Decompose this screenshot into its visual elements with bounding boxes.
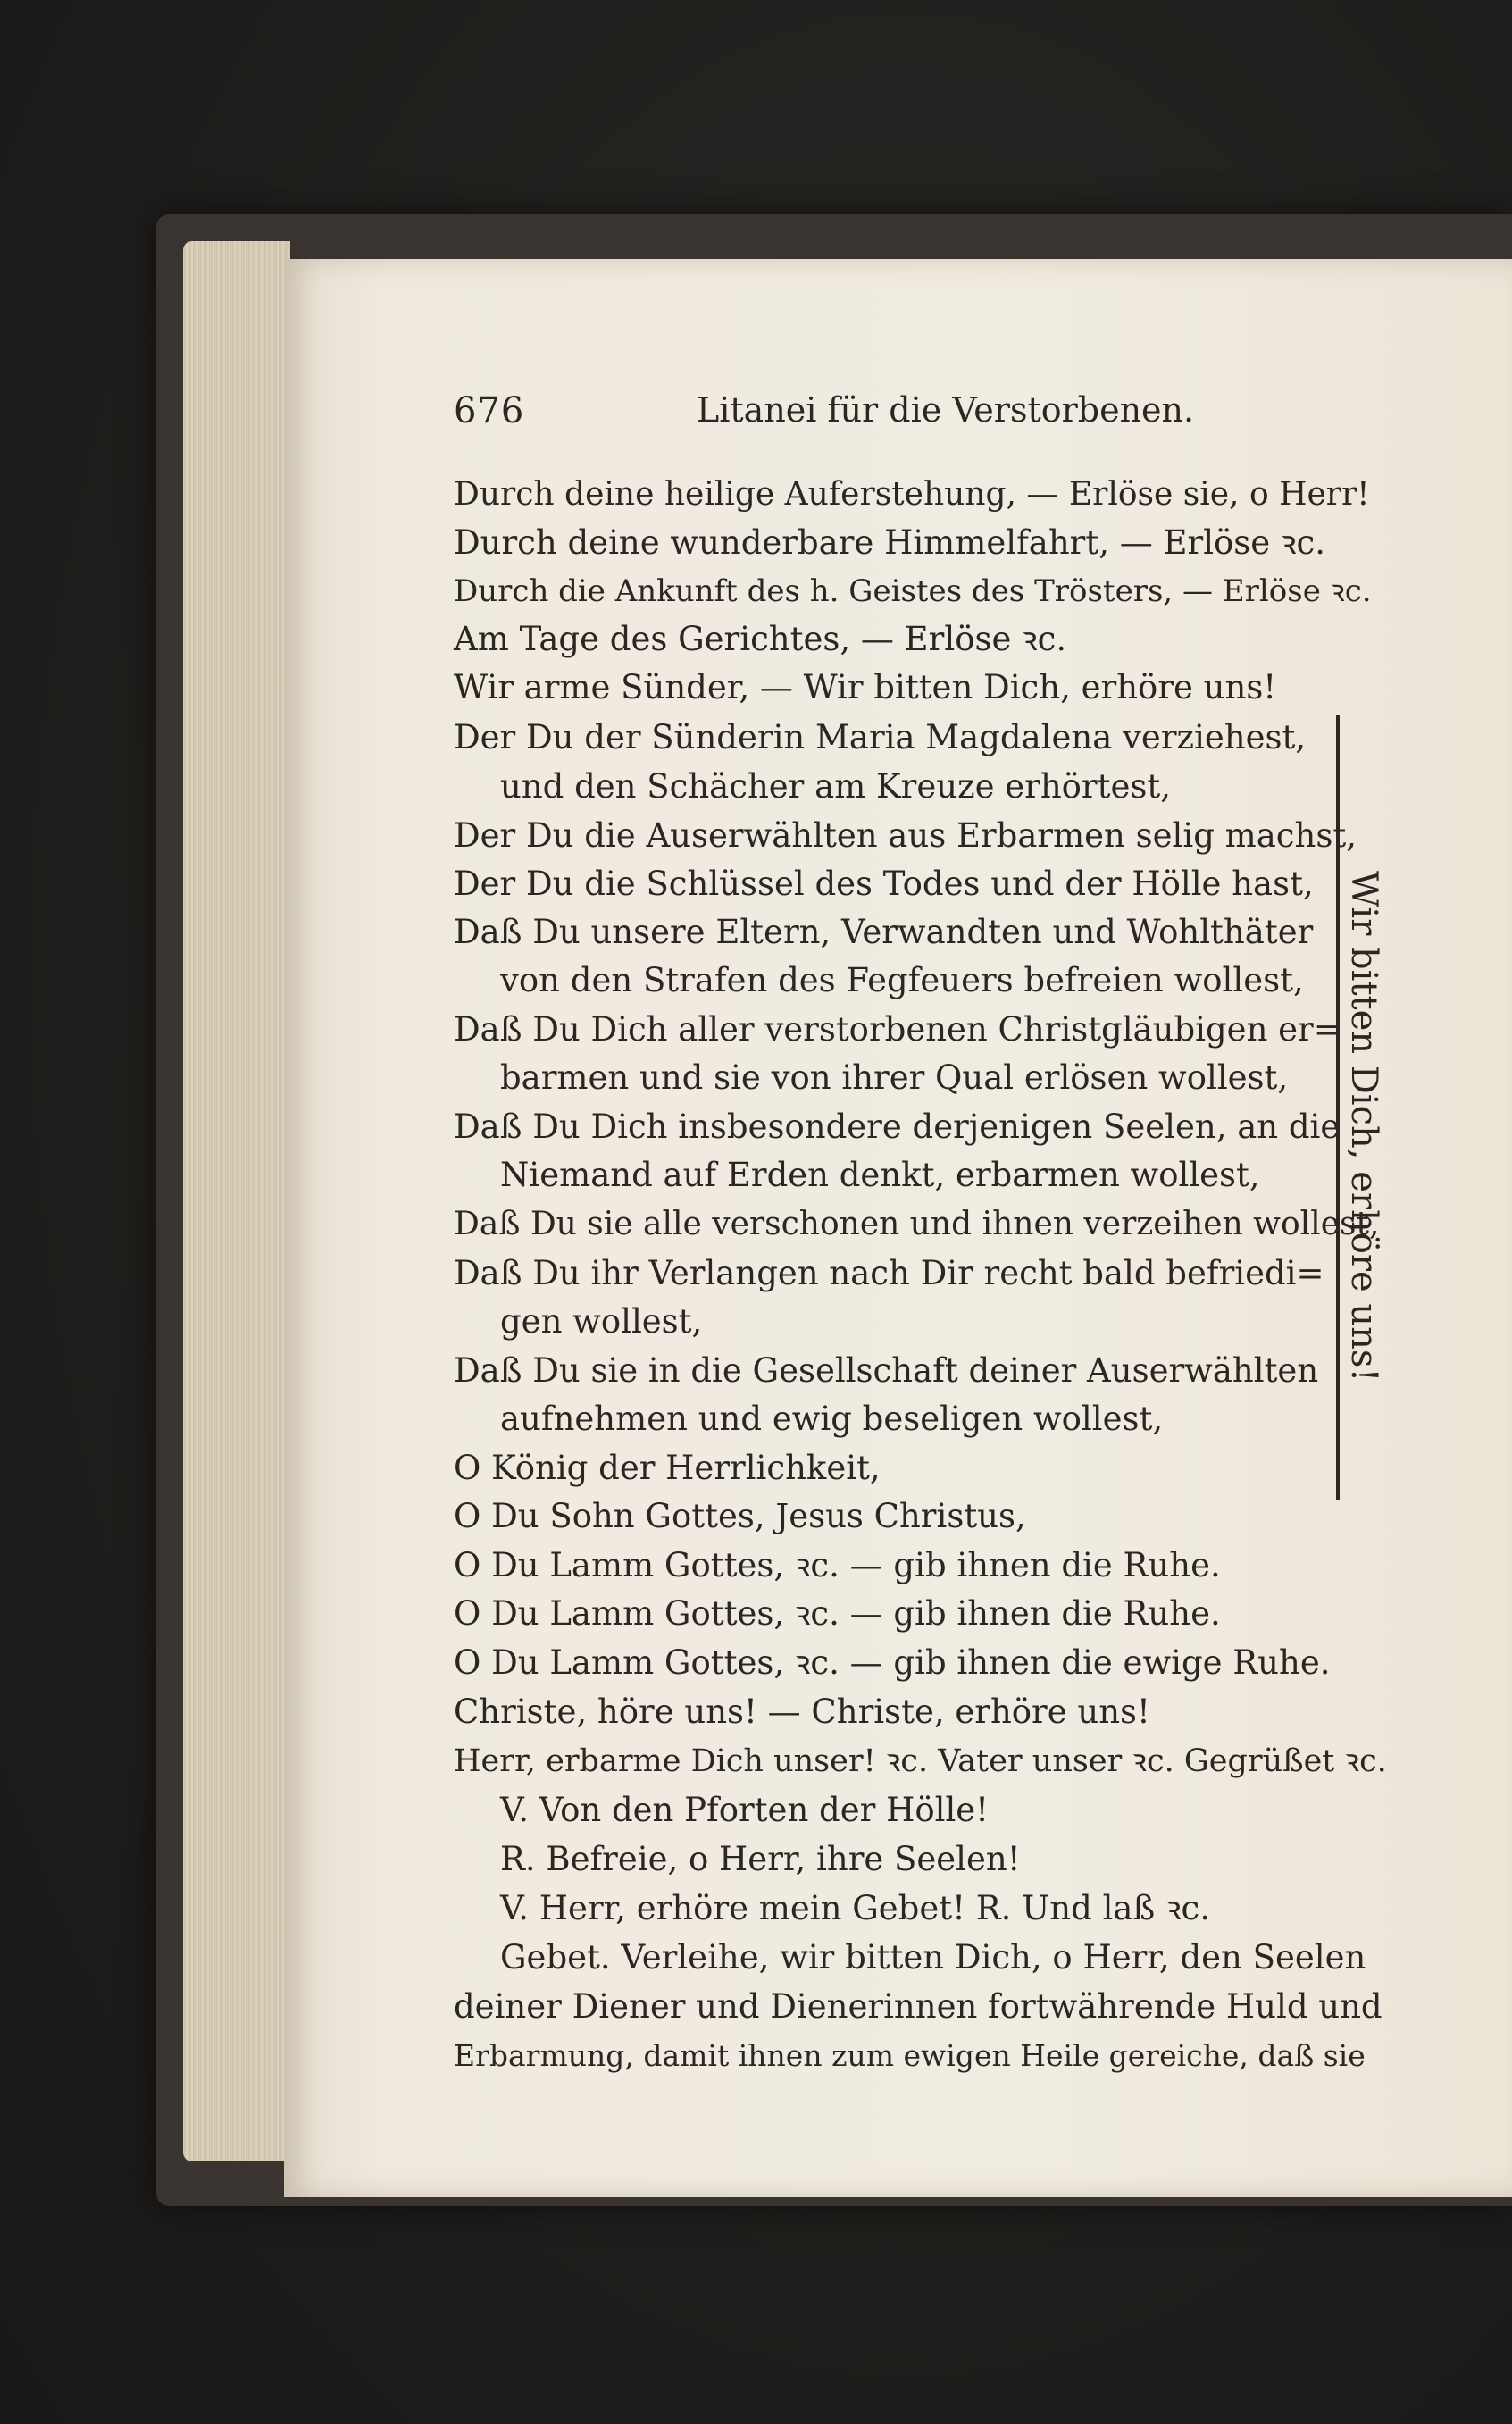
text-line: Daß Du Dich aller verstorbenen Christgläubigen er= xyxy=(454,1010,1341,1049)
text-line: Der Du die Schlüssel des Todes und der Hölle hast, xyxy=(454,865,1314,903)
text-line: O Du Lamm Gottes, ꝛc. — gib ihnen die ewige Ruhe. xyxy=(454,1643,1331,1682)
text-line: Daß Du unsere Eltern, Verwandten und Wohlthäter xyxy=(454,913,1314,951)
text-line: Daß Du Dich insbesondere derjenigen Seelen, an die xyxy=(454,1108,1341,1146)
text-line: Erbarmung, damit ihnen zum ewigen Heile gereiche, daß sie xyxy=(454,2038,1366,2073)
text-line: deiner Diener und Dienerinnen fortwährende Huld und xyxy=(454,1987,1383,2026)
text-line: O Du Lamm Gottes, ꝛc. — gib ihnen die Ruhe. xyxy=(454,1594,1221,1633)
text-line: Durch deine wunderbare Himmelfahrt, — Erlöse ꝛc. xyxy=(454,523,1325,562)
text-line: O Du Sohn Gottes, Jesus Christus, xyxy=(454,1497,1026,1535)
text-line: Durch die Ankunft des h. Geistes des Trösters, — Erlöse ꝛc. xyxy=(454,573,1372,609)
text-line: Der Du die Auserwählten aus Erbarmen selig machst, xyxy=(454,816,1357,855)
page-number: 676 xyxy=(454,390,525,431)
text-line: Herr, erbarme Dich unser! ꝛc. Vater unser ꝛc. Gegrüßet ꝛc. xyxy=(454,1743,1387,1779)
text-line: V. Von den Pforten der Hölle! xyxy=(500,1791,990,1829)
text-line: von den Strafen des Fegfeuers befreien wollest, xyxy=(500,961,1304,999)
text-line: R. Befreie, o Herr, ihre Seelen! xyxy=(500,1840,1021,1878)
text-line: Wir arme Sünder, — Wir bitten Dich, erhöre uns! xyxy=(454,668,1277,706)
running-title: Litanei für die Verstorbenen. xyxy=(697,390,1195,430)
text-line: Am Tage des Gerichtes, — Erlöse ꝛc. xyxy=(454,620,1067,658)
text-line: Durch deine heilige Auferstehung, — Erlöse sie, o Herr! xyxy=(454,476,1370,513)
text-line: V. Herr, erhöre mein Gebet! R. Und laß ꝛc. xyxy=(500,1889,1210,1927)
text-line: barmen und sie von ihrer Qual erlösen wollest, xyxy=(500,1058,1289,1097)
text-line: gen wollest, xyxy=(500,1302,703,1341)
text-line: Daß Du ihr Verlangen nach Dir recht bald befriedi= xyxy=(454,1254,1324,1292)
text-line: Daß Du sie in die Gesellschaft deiner Auserwählten xyxy=(454,1351,1319,1390)
text-line: und den Schächer am Kreuze erhörtest, xyxy=(500,767,1172,806)
text-line: O Du Lamm Gottes, ꝛc. — gib ihnen die Ruhe. xyxy=(454,1546,1221,1584)
text-line: Daß Du sie alle verschonen und ihnen verzeihen wollest, xyxy=(454,1206,1380,1242)
side-response: Wir bitten Dich, erhöre uns! xyxy=(1343,871,1384,1383)
text-line: Christe, höre uns! — Christe, erhöre uns! xyxy=(454,1693,1150,1731)
text-line: O König der Herrlichkeit, xyxy=(454,1449,881,1487)
text-line: aufnehmen und ewig beseligen wollest, xyxy=(500,1400,1164,1438)
text-line: Gebet. Verleihe, wir bitten Dich, o Herr, den Seelen xyxy=(500,1938,1366,1977)
text-line: Der Du der Sünderin Maria Magdalena verziehest, xyxy=(454,718,1307,756)
text-line: Niemand auf Erden denkt, erbarmen wollest, xyxy=(500,1156,1260,1194)
